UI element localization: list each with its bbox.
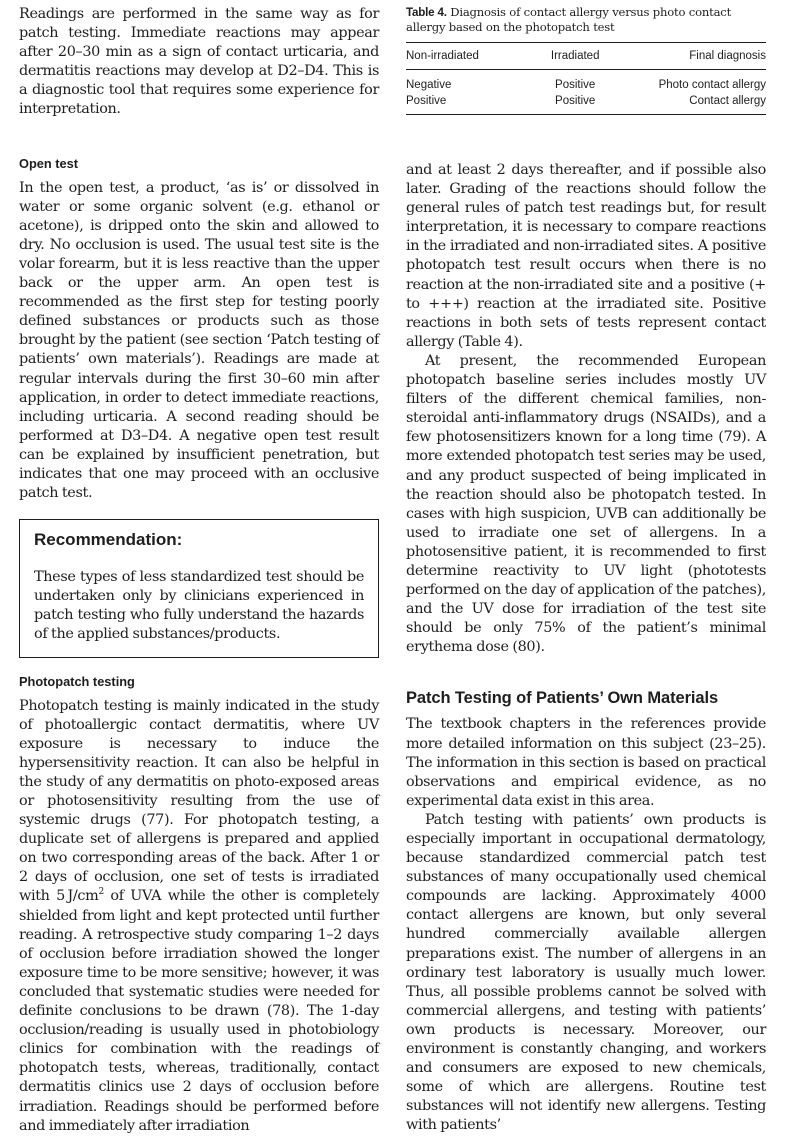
recommendation-box	[19, 519, 379, 657]
own-materials-paragraph-2: Patch testing with patients’ own products is especially important in occupational dermatology, because standardized commercial patch test substances of many occupationally used chemical compounds are lacking. Approximately 4000 contact allergens are known, but only several hundred commercially available allergen preparations exist. The number of allergens in an ordinary test laboratory is usually much lower. Thus, all possible problems cannot be solved with commercial allergens, and testing with patients’ own products is necessary. Moreover, our environment is constantly changing, and workers and consumers are exposed to new chemicals, some of which are allergens. Routine test substances will not identify new allergens. Testing with patients’	[406, 811, 766, 1134]
table-cell: Photo contact allergy	[658, 79, 766, 91]
present-paragraph: At present, the recommended European photopatch baseline series includes mostly UV filters of the different chemical families, non-steroidal anti-inflammatory drugs (NSAIDs), and a few photosensitizers known for a long time (79). A more extended photopatch test series may be used, and any product suspected of being implicated in the reaction should also be photopatch tested. In cases with high suspicion, UVB can additionally be used to irradiate one set of allergens. In a photosensitive patient, it is recommended to first determine reactivity to UV light (phototests performed on the day of application of the patches), and the UV dose for irradiation of the test site should be only 75% of the patient’s minimal erythema dose (80).	[406, 352, 766, 656]
left-column	[19, 5, 379, 1136]
table-cell: Positive	[406, 93, 528, 115]
table-4	[406, 5, 766, 115]
intro-paragraph: Readings are performed in the same way as for patch testing. Immediate reactions may appear after 20–30 min as a sign of contact urticaria, and dermatitis reactions may develop at D2–D4. This is a diagnostic tool that requires some experience for interpretation.	[19, 6, 379, 118]
table-caption-text: Diagnosis of contact allergy versus photo contact allergy based on the photopatch test	[406, 5, 732, 34]
open-test-heading: Open test	[19, 155, 79, 171]
table-header-row	[406, 43, 766, 70]
table-cell: Negative	[406, 79, 452, 91]
diagnosis-table	[406, 42, 766, 115]
continued-paragraph: and at least 2 days thereafter, and if possible also later. Grading of the reactions should follow the general rules of patch test readings but, for result interpretation, it is necessary to compare reactions in the irradiated and non-irradiated sites. A positive photopatch test result occurs when there is no reaction at the non-irradiated site and a positive (+ to +++) reaction at the irradiated site. Positive reactions in both sets of tests represent contact allergy (Table 4).	[406, 162, 766, 350]
table-row	[406, 93, 766, 115]
column-header: Irradiated	[528, 43, 622, 70]
own-materials-paragraph-1: The textbook chapters in the references provide more detailed information on this subject (23–25). The information in this section is based on practical observations and empirical evidence, as no experimental data exist in this area.	[406, 716, 766, 809]
table-cell: Positive	[528, 93, 622, 115]
right-column	[406, 5, 766, 1136]
recommendation-text: These types of less standardized test should be undertaken only by clinicians experienced in patch testing who fully understand the hazards of the applied substances/products.	[34, 569, 364, 643]
table-cell: Positive	[555, 79, 596, 91]
photopatch-heading: Photopatch testing	[19, 673, 135, 689]
table-cell: Contact allergy	[622, 93, 766, 115]
photopatch-paragraph	[19, 697, 379, 1136]
column-header: Final diagnosis	[622, 43, 766, 70]
table-caption	[406, 5, 766, 35]
table-label: Table 4.	[406, 6, 447, 19]
photopatch-text-2: of UVA while the other is completely shielded from light and kept protected until further reading. A retrospective study comparing 1–2 days of occlusion before irradiation showed the longer exposure time to be more sensitive; however, it was concluded that systematic studies were needed for definite conclusions to be drawn (78). The 1-day occlusion/reading is usually used in photobiology clinics for combination with the readings of photopatch tests, whereas, traditionally, contact dermatitis clinics use 2 days of occlusion before irradiation. Readings should be performed before and immediately after irradiation	[19, 888, 380, 1134]
dose-unit: J/cm	[67, 888, 99, 905]
column-header: Non-irradiated	[406, 43, 528, 70]
table-row	[406, 70, 766, 94]
dose-exponent: 2	[98, 887, 104, 898]
own-materials-heading: Patch Testing of Patients’ Own Materials	[406, 689, 719, 708]
recommendation-title: Recommendation:	[34, 530, 183, 550]
open-test-paragraph: In the open test, a product, ‘as is’ or dissolved in water or some organic solvent (e.g. ethanol or acetone), is dripped onto the skin and allowed to dry. No occlusion is used. The usual test site is the volar forearm, but it is less reactive than the upper back or the upper arm. An open test is recommended as the first step for testing poorly defined substances or products such as those brought by the patient (see section ‘Patch testing of patients’ own materials’). Readings are made at regular intervals during the first 30–60 min after application, in order to detect immediate reactions, including urticaria. A second reading should be performed at D3–D4. A negative open test result can be explained by insufficient penetration, but indicates that one may proceed with an occlusive patch test.	[19, 179, 379, 502]
photopatch-text-1: Photopatch testing is mainly indicated in the study of photoallergic contact dermatitis, where UV exposure is necessary to induce the hypersensitivity reaction. It can also be helpful in the study of any dermatitis on photo-exposed areas or photosensitivity resulting from the use of systemic drugs (77). For photopatch testing, a duplicate set of allergens is prepared and applied on two corresponding areas of the back. After 1 or 2 days of occlusion, one set of tests is irradiated with 5	[19, 697, 379, 905]
